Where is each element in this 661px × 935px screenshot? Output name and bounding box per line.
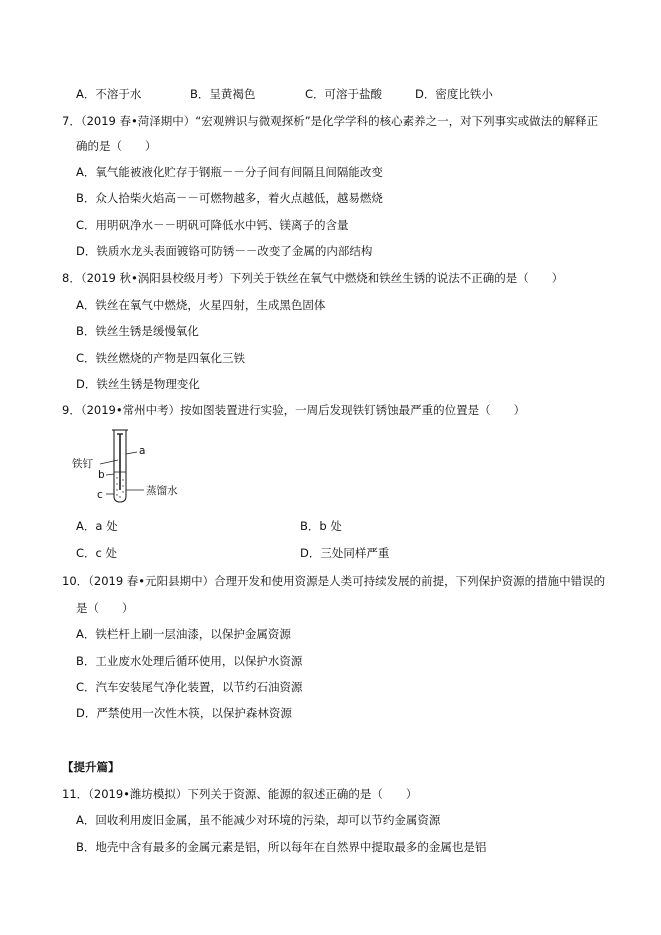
q7-option-b: B．众人拾柴火焰高－－可燃物越多，着火点越低，越易燃烧 (76, 191, 383, 205)
q8-option-a: A．铁丝在氧气中燃烧，火星四射，生成黑色固体 (76, 298, 326, 312)
q7-stem-line1: 7．（2019 春•菏泽期中）“宏观辨识与微观探析”是化学学科的核心素养之一，对下列事实或做法的解释正 (62, 114, 599, 128)
test-tube-diagram (70, 428, 200, 508)
q7-option-a: A．氧气能被液化贮存于钢瓶－－分子间有间隔且间隔能改变 (76, 165, 383, 179)
label-water: 蒸馏水 (146, 485, 178, 497)
q9-option-d: D．三处同样严重 (300, 546, 390, 560)
label-nail: 铁钉 (72, 458, 93, 470)
q7-option-d: D．铁质水龙头表面镀铬可防锈－－改变了金属的内部结构 (76, 244, 373, 258)
q8-stem: 8．（2019 秋•涡阳县校级月考）下列关于铁丝在氧气中燃烧和铁丝生锈的说法不正确的是（ ） (62, 271, 564, 285)
q6-option-a: A．不溶于水 (76, 87, 142, 101)
q6-option-d: D．密度比铁小 (415, 87, 493, 101)
label-b: b (98, 469, 105, 481)
q8-option-d: D．铁丝生锈是物理变化 (76, 377, 200, 391)
label-a: a (139, 445, 146, 457)
q11-option-a: A．回收利用废旧金属，虽不能减少对环境的污染，却可以节约金属资源 (76, 813, 441, 827)
q6-option-c: C．可溶于盐酸 (305, 87, 383, 101)
q9-stem: 9．（2019•常州中考）按如图装置进行实验，一周后发现铁钉锈蚀最严重的位置是（ ） (62, 403, 526, 417)
section-title: 【提升篇】 (62, 760, 120, 774)
q9-option-b: B．b 处 (300, 519, 342, 533)
q6-option-b: B．呈黄褐色 (190, 87, 256, 101)
q8-option-b: B．铁丝生锈是缓慢氧化 (76, 324, 199, 338)
pointer-b (106, 474, 114, 475)
q10-option-a: A．铁栏杆上刷一层油漆，以保护金属资源 (76, 627, 291, 641)
q10-option-b: B．工业废水处理后循环使用，以保护水资源 (76, 654, 303, 668)
q9-option-c: C．c 处 (76, 546, 118, 560)
q10-option-d: D．严禁使用一次性木筷，以保护森林资源 (76, 706, 292, 720)
pointer-nail (100, 460, 118, 464)
q7-option-c: C．用明矾净水－－明矾可降低水中钙、镁离子的含量 (76, 218, 349, 232)
label-c: c (97, 489, 103, 501)
q10-stem-line2: 是（ ） (76, 601, 134, 615)
q8-option-c: C．铁丝燃烧的产物是四氧化三铁 (76, 351, 246, 365)
q11-stem: 11．（2019•潍坊模拟）下列关于资源、能源的叙述正确的是（ ） (62, 787, 418, 801)
pointer-a (126, 452, 137, 454)
q7-stem-line2: 确的是（ ） (76, 139, 157, 153)
q9-option-a: A．a 处 (76, 519, 118, 533)
q11-option-b: B．地壳中含有最多的金属元素是铝，所以每年在自然界中提取最多的金属也是铝 (76, 840, 487, 854)
q10-option-c: C．汽车安装尾气净化装置，以节约石油资源 (76, 680, 303, 694)
q10-stem-line1: 10．（2019 春•元阳县期中）合理开发和使用资源是人类可持续发展的前提，下列保护资源的措施中错误的 (62, 574, 606, 588)
